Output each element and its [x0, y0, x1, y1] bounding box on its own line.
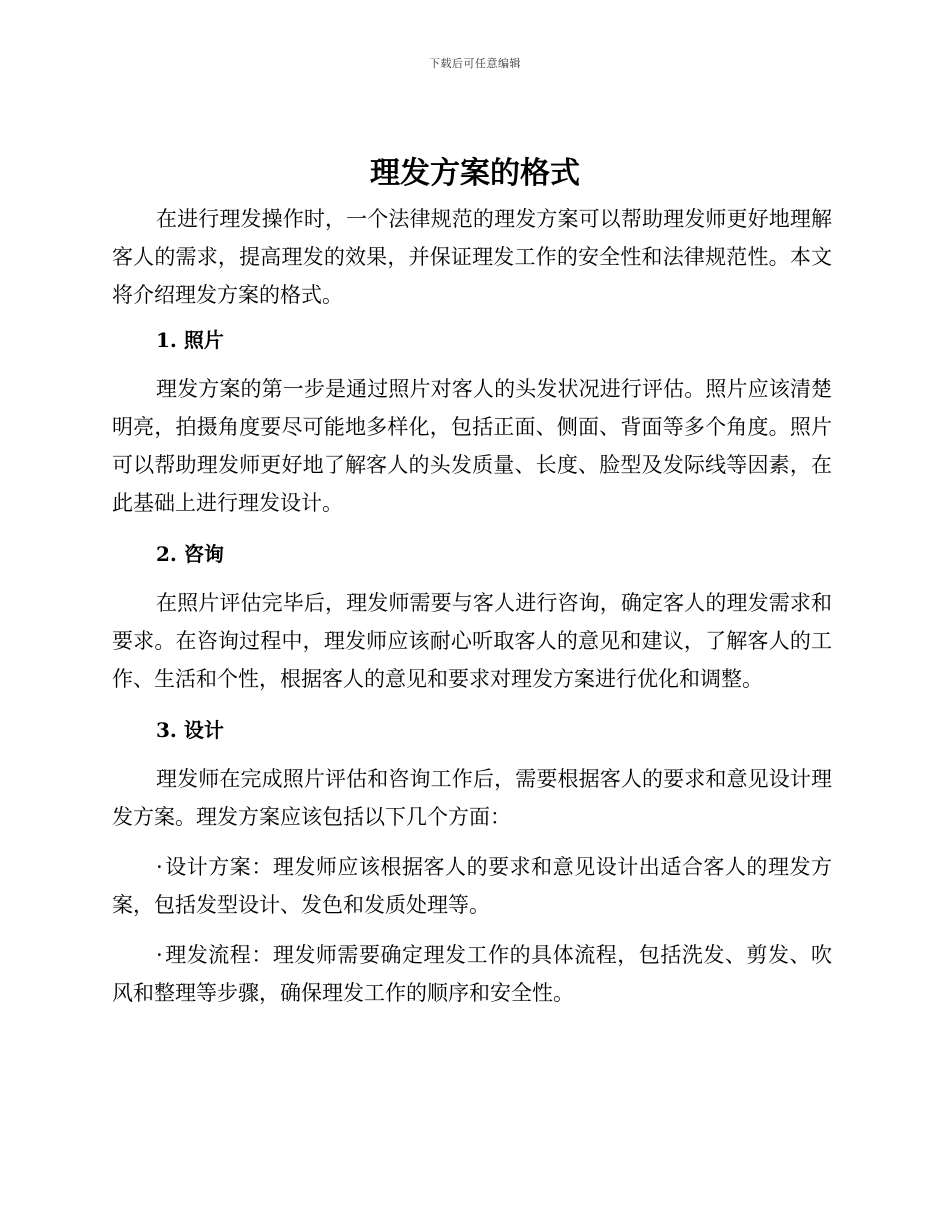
list-item — [112, 848, 832, 924]
section-heading-photos: 1. 照片 — [156, 328, 224, 352]
section-paragraph-consultation: 在照片评估完毕后，理发师需要与客人进行咨询，确定客人的理发需求和要求。在咨询过程中，理发师应该耐心听取客人的意见和建议，了解客人的工作、生活和个性，根据客人的意见和要求对理发方案进行优化和调整。 — [112, 591, 832, 691]
page-title: 理发方案的格式 — [370, 156, 580, 191]
intro-paragraph: 在进行理发操作时，一个法律规范的理发方案可以帮助理发师更好地理解客人的需求，提高理发的效果，并保证理发工作的安全性和法律规范性。本文将介绍理发方案的格式。 — [112, 207, 832, 307]
document-body — [112, 200, 832, 1012]
section-paragraph-photos: 理发方案的第一步是通过照片对客人的头发状况进行评估。照片应该清楚明亮，拍摄角度要尽可能地多样化，包括正面、侧面、背面等多个角度。照片可以帮助理发师更好地了解客人的头发质量、长度、脸型及发际线等因素，在此基础上进行理发设计。 — [112, 377, 832, 515]
section-heading-consultation: 2. 咨询 — [156, 542, 224, 566]
section-paragraph-design: 理发师在完成照片评估和咨询工作后，需要根据客人的要求和意见设计理发方案。理发方案应该包括以下几个方面： — [112, 767, 832, 829]
bullet-icon: · — [156, 855, 163, 879]
list-item — [112, 936, 832, 1012]
section-heading-design: 3. 设计 — [156, 718, 224, 742]
bullet-text: 设计方案：理发师应该根据客人的要求和意见设计出适合客人的理发方案，包括发型设计、发色和发质处理等。 — [112, 855, 832, 917]
bullet-text: 理发流程：理发师需要确定理发工作的具体流程，包括洗发、剪发、吹风和整理等步骤，确保理发工作的顺序和安全性。 — [112, 943, 832, 1005]
bullet-icon: · — [156, 943, 163, 967]
header-note: 下载后可任意编辑 — [429, 57, 521, 70]
